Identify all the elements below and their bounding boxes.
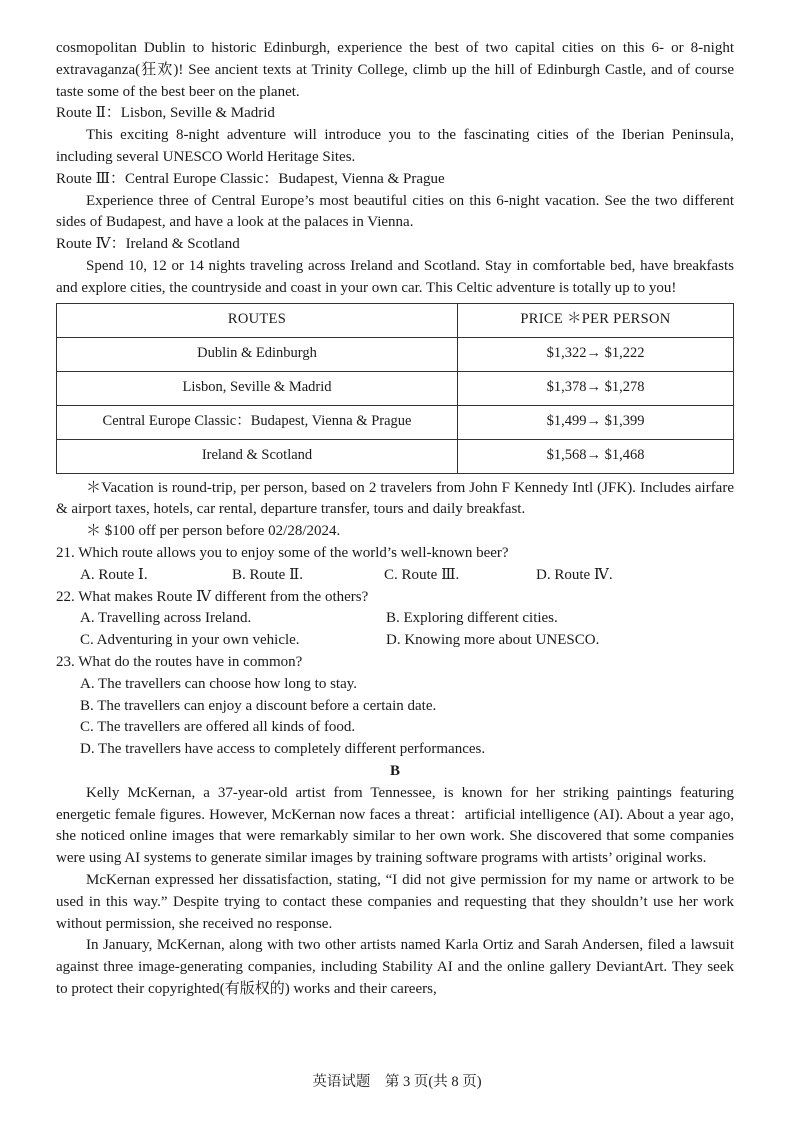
table-cell-route: Central Europe Classic：Budapest, Vienna & Prague [57,405,458,439]
option-d: D. Knowing more about UNESCO. [386,632,600,649]
question-21-options [56,565,734,587]
table-row [57,371,734,405]
option-b: B. Route Ⅱ. [232,566,304,583]
option-c: C. The travellers are offered all kinds of food. [80,719,356,736]
note-vacation-terms: ＊Vacation is round-trip, per person, based on 2 travelers from John F Kennedy Intl (JFK). Includes airfare & airport taxes, hotels, car rental, departure transfer, tours and daily breakfast. [56,479,734,518]
page-footer: 英语试题 第 3 页(共 8 页) [312,1074,482,1090]
table-cell-price: $1,378→ $1,278 [458,371,734,405]
question-22-options-row2 [56,630,734,652]
route-4-heading: Route Ⅳ：Ireland & Scotland [56,236,240,253]
route-4-description: Spend 10, 12 or 14 nights traveling across Ireland and Scotland. Stay in comfortable bed, have breakfasts and explore cities, the countryside and coast in your own car. This Celtic adventure is totally up to you! [56,257,734,296]
table-row [57,405,734,439]
option-a: A. Route Ⅰ. [80,566,148,583]
question-22: 22. What makes Route Ⅳ different from the others? [56,588,369,605]
table-cell-route: Dublin & Edinburgh [57,337,458,371]
option-c: C. Adventuring in your own vehicle. [80,632,300,649]
route-2-description: This exciting 8-night adventure will introduce you to the fascinating cities of the Iberian Peninsula, including several UNESCO World Heritage Sites. [56,127,734,165]
table-cell-price: $1,499→ $1,399 [458,405,734,439]
table-row [57,439,734,473]
table-header-routes: ROUTES [57,303,458,337]
option-c: C. Route Ⅲ. [384,566,460,583]
passage-b-paragraph-1: Kelly McKernan, a 37-year-old artist from Tennessee, is known for her striking paintings featuring energetic female figures. However, McKernan now faces a threat：artificial intelligence (AI). About a year ago, she noticed online images that were remarkably similar to her own work. She discovered that some companies were using AI systems to generate similar images by training software programs with artists’ original works. [56,784,734,867]
route-2-heading: Route Ⅱ：Lisbon, Seville & Madrid [56,105,275,122]
option-a: A. The travellers can choose how long to stay. [80,675,358,692]
question-23: 23. What do the routes have in common? [56,653,303,670]
table-header-price: PRICE ＊PER PERSON [458,303,734,337]
table-cell-price: $1,322→ $1,222 [458,337,734,371]
question-21: 21. Which route allows you to enjoy some of the world’s well-known beer? [56,544,509,561]
option-a: A. Travelling across Ireland. [80,610,252,627]
option-d: D. The travellers have access to completely different performances. [80,741,486,758]
passage-b-paragraph-3: In January, McKernan, along with two other artists named Karla Ortiz and Sarah Andersen, filed a lawsuit against three image-generating companies, including Stability AI and the online gallery DeviantArt. They seek to protect their copyrighted(有版权的) works and their careers, [56,937,734,997]
note-discount: ＊ $100 off per person before 02/28/2024. [86,523,341,540]
table-cell-price: $1,568→ $1,468 [458,439,734,473]
route-3-heading: Route Ⅲ：Central Europe Classic：Budapest, Vienna & Prague [56,170,445,187]
table-row [57,337,734,371]
section-b-label: B [389,762,400,779]
table-cell-route: Ireland & Scotland [57,439,458,473]
option-d: D. Route Ⅳ. [536,566,613,583]
table-cell-route: Lisbon, Seville & Madrid [57,371,458,405]
option-b: B. The travellers can enjoy a discount before a certain date. [80,697,437,714]
route-3-description: Experience three of Central Europe’s most beautiful cities on this 6-night vacation. See the two different sides of Budapest, and have a look at the palaces in Vienna. [56,192,734,231]
passage-b-paragraph-2: McKernan expressed her dissatisfaction, stating, “I did not give permission for my name or artwork to be used in this way.” Despite trying to contact these companies and requesting that they shouldn’t use her work without permission, she received no response. [56,871,734,932]
price-table [56,303,734,474]
question-22-options-row1 [56,608,734,630]
table-header-row [57,303,734,337]
page-content [56,38,734,1001]
route-1-description: cosmopolitan Dublin to historic Edinburgh, experience the best of two capital cities on this 6- or 8-night extravaganza(狂欢)! See ancient texts at Trinity College, climb up the hill of Edinburgh Castle, and of course taste some of the best beer on the planet. [56,40,734,100]
option-b: B. Exploring different cities. [386,610,558,627]
